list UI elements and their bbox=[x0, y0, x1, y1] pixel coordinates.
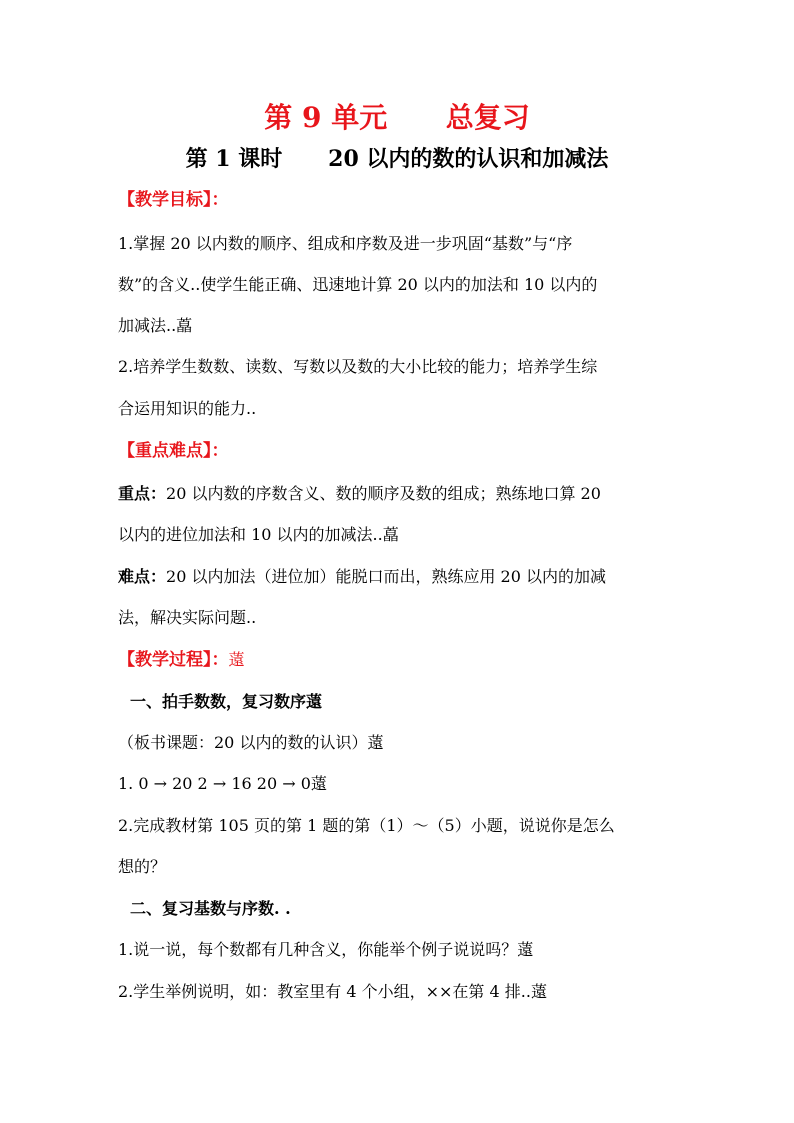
section-2-line-2: 2.学生举例说明，如：教室里有 4 个小组，××在第 4 排..薳 bbox=[118, 982, 547, 1001]
section-1-heading: 一、拍手数数，复习数序薳 bbox=[130, 692, 323, 711]
section-1-line-2: 1. 0 → 20 2 → 16 20 → 0薳 bbox=[118, 774, 327, 793]
keypoints-heading: 【重点难点】： bbox=[118, 441, 229, 461]
section-2-line-1: 1.说一说，每个数都有几种含义，你能举个例子说说吗？薳 bbox=[118, 940, 534, 959]
goals-line-4: 2.培养学生数数、读数、写数以及数的大小比较的能力；培养学生综 bbox=[118, 357, 598, 376]
goals-line-2: 数”的含义..使学生能正确、迅速地计算 20 以内的加法和 10 以内的 bbox=[118, 275, 598, 294]
key-point-line-2: 以内的进位加法和 10 以内的加减法..藠 bbox=[118, 525, 399, 544]
process-heading-tail: 薳 bbox=[228, 650, 245, 669]
goals-line-1: 1.掌握 20 以内数的顺序、组成和序数及进一步巩固“基数”与“序 bbox=[118, 234, 573, 253]
goals-line-3: 加减法..藠 bbox=[118, 316, 193, 335]
key-point-text: 20 以内数的序数含义、数的顺序及数的组成；熟练地口算 20 bbox=[166, 484, 601, 503]
difficulty-line-2: 法，解决实际问题.. bbox=[118, 608, 257, 627]
key-point-label: 重点： bbox=[118, 484, 167, 503]
section-1-line-1: （板书课题：20 以内的数的认识）薳 bbox=[118, 733, 384, 752]
process-heading-line bbox=[118, 648, 688, 672]
section-2-heading: 二、复习基数与序数. . bbox=[130, 899, 291, 918]
section-1-line-4: 想的？ bbox=[118, 857, 167, 876]
process-heading: 【教学过程】： bbox=[118, 650, 229, 670]
goals-line-5: 合运用知识的能力.. bbox=[118, 399, 257, 418]
unit-title: 第 9 单元 总复习 bbox=[264, 101, 530, 134]
difficulty-label: 难点： bbox=[118, 567, 167, 586]
key-point-line-1 bbox=[118, 482, 688, 506]
lesson-subtitle: 第 1 课时 20 以内的数的认识和加减法 bbox=[185, 146, 609, 172]
goals-heading: 【教学目标】： bbox=[118, 190, 229, 210]
difficulty-text: 20 以内加法（进位加）能脱口而出，熟练应用 20 以内的加减 bbox=[166, 567, 606, 586]
section-1-line-3: 2.完成教材第 105 页的第 1 题的第（1）～（5）小题，说说你是怎么 bbox=[118, 816, 615, 835]
difficulty-line-1 bbox=[118, 565, 688, 589]
